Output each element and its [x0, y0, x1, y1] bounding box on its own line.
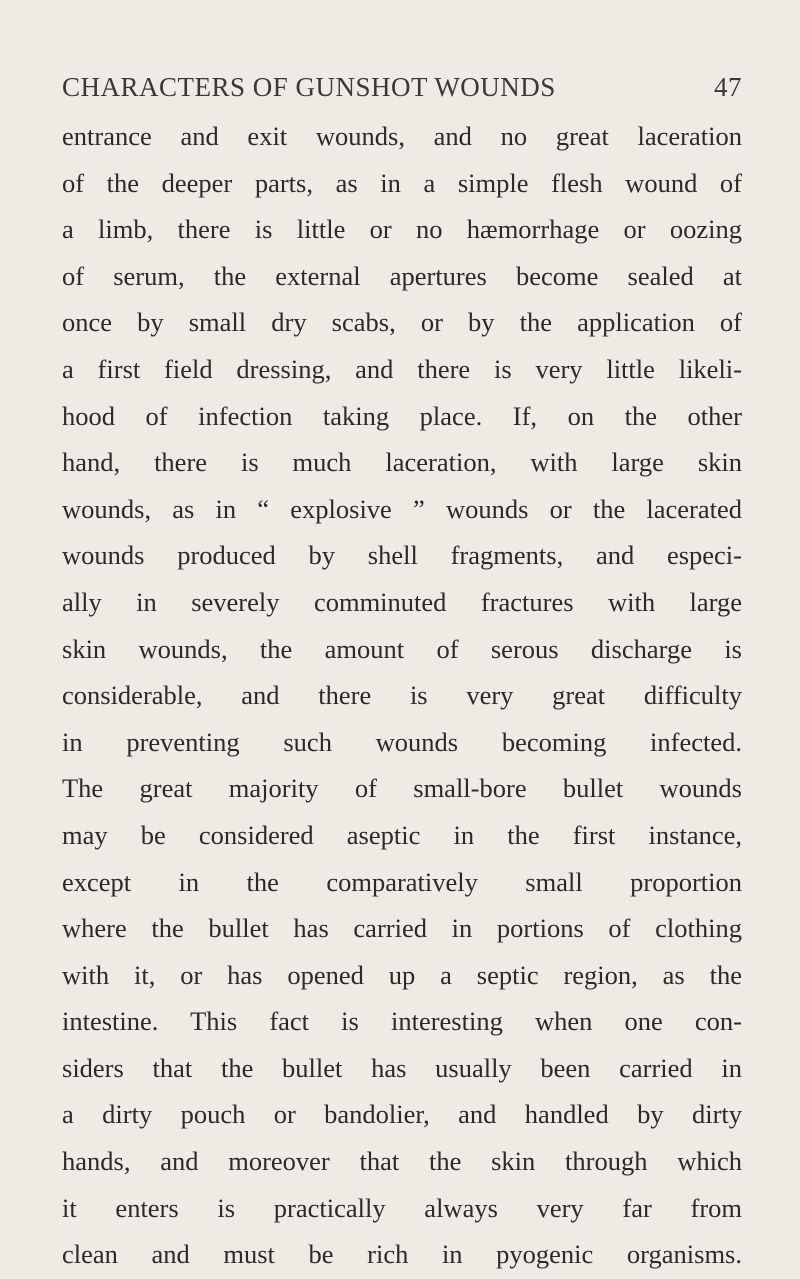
text-line: in preventing such wounds becoming infected. [62, 726, 742, 757]
running-head [62, 72, 742, 112]
text-line: hood of infection taking place. If, on the other [62, 400, 742, 431]
text-line: entrance and exit wounds, and no great laceration [62, 121, 742, 151]
text-line: wounds, as in “ explosive ” wounds or the lacerated [62, 493, 742, 524]
text-line: with it, or has opened up a septic region, as the [62, 959, 742, 990]
text-line: once by small dry scabs, or by the application of [62, 307, 742, 338]
text-line: skin wounds, the amount of serous discharge is [62, 633, 742, 664]
text-line: hand, there is much laceration, with large skin [62, 447, 742, 478]
text-line: ally in severely comminuted fractures with large [62, 586, 742, 617]
text-line: wounds produced by shell fragments, and especi- [62, 540, 742, 571]
text-line: a first field dressing, and there is very little likeli- [62, 353, 742, 384]
text-line: clean and must be rich in pyogenic organisms. [62, 1239, 742, 1270]
text-line: except in the comparatively small proportion [62, 866, 742, 897]
text-line: of the deeper parts, as in a simple flesh wound of [62, 167, 742, 198]
text-line: intestine. This fact is interesting when one con- [62, 1006, 742, 1037]
body-text [62, 113, 742, 1278]
text-line: considerable, and there is very great difficulty [62, 680, 742, 711]
text-line: The great majority of small-bore bullet wounds [62, 773, 742, 804]
text-line: siders that the bullet has usually been carried in [62, 1052, 742, 1083]
text-line: may be considered aseptic in the first instance, [62, 819, 742, 850]
text-line: a limb, there is little or no hæmorrhage or oozing [62, 214, 742, 245]
text-line: it enters is practically always very far from [62, 1192, 742, 1223]
text-line: where the bullet has carried in portions of clothing [62, 913, 742, 944]
page-number: 47 [714, 72, 742, 102]
running-head-title: CHARACTERS OF GUNSHOT WOUNDS [62, 72, 556, 102]
text-line: hands, and moreover that the skin through which [62, 1146, 742, 1177]
text-line: of serum, the external apertures become sealed at [62, 260, 742, 291]
text-line: a dirty pouch or bandolier, and handled by dirty [62, 1099, 742, 1130]
